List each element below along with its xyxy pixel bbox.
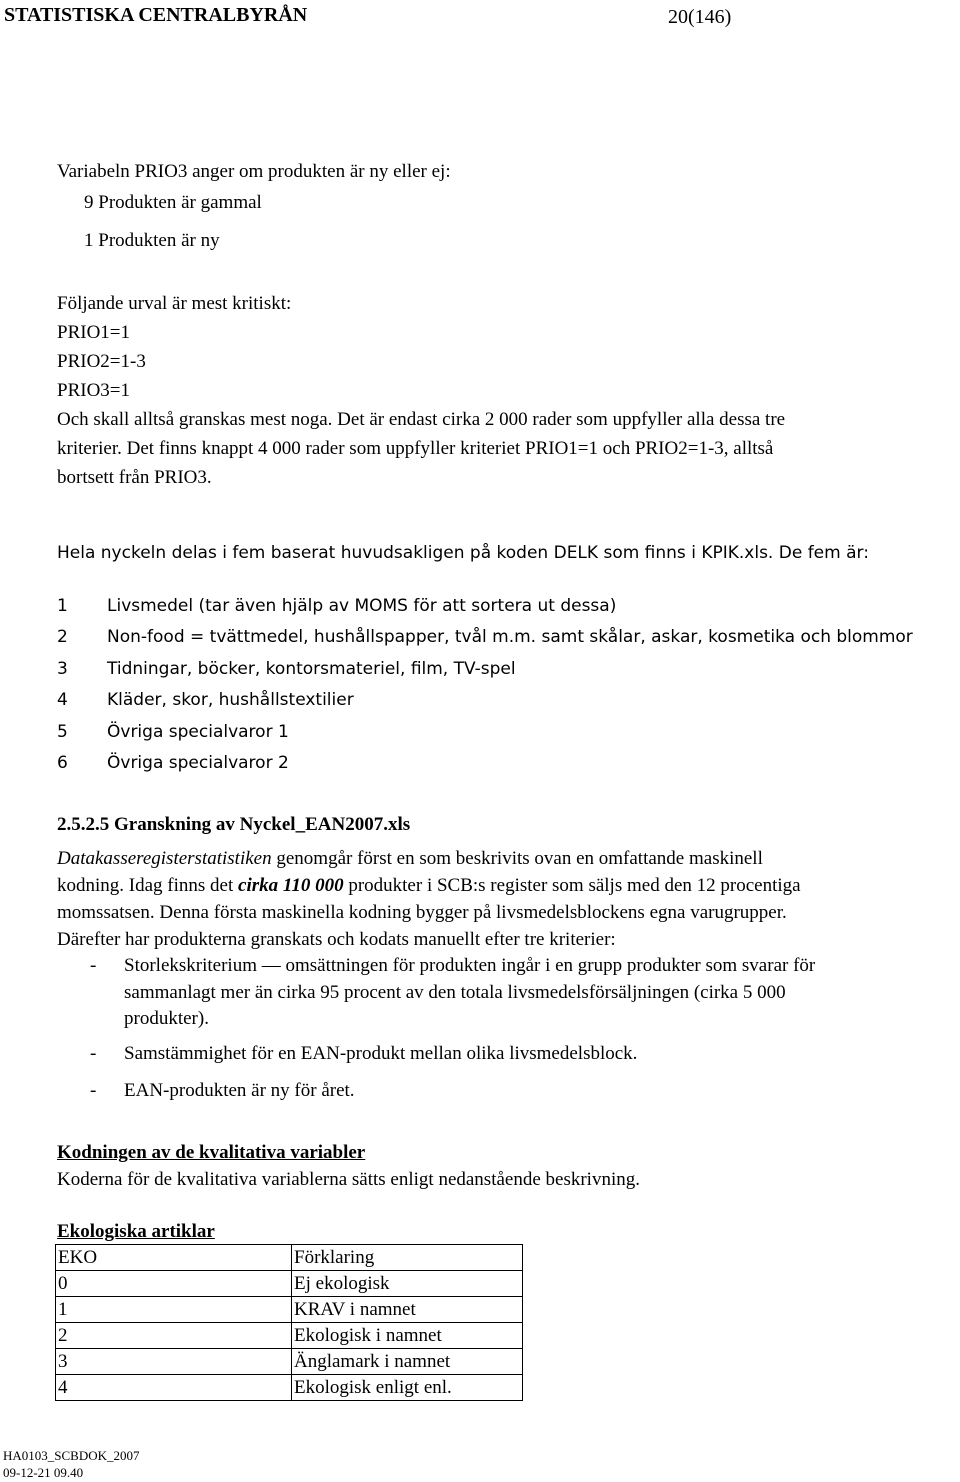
key-text: Kläder, skor, hushållstextilier [107, 690, 354, 710]
footer-doc-id: HA0103_SCBDOK_2007 [3, 1448, 140, 1463]
table-cell: 0 [56, 1271, 292, 1297]
eko-table [55, 1244, 523, 1401]
table-row [56, 1375, 523, 1401]
section-paragraph-line [57, 848, 763, 870]
selection-line: PRIO1=1 [57, 322, 131, 343]
selection-title: Följande urval är mest kritiskt: [57, 293, 292, 314]
bullet-dash: - [90, 1043, 97, 1064]
section-paragraph-line: momssatsen. Denna första maskinella kodning bygger på livsmedelsblockens egna varugrupper. [57, 902, 787, 923]
key-text: Övriga specialvaror 2 [107, 753, 289, 773]
table-cell: 4 [56, 1375, 292, 1401]
key-number: 6 [57, 753, 68, 773]
prio3-item: 9 Produkten är gammal [84, 192, 262, 213]
bullet-dash: - [90, 955, 97, 976]
key-text: Tidningar, böcker, kontorsmateriel, film, TV-spel [107, 659, 516, 679]
table-cell: Ekologisk i namnet [292, 1323, 523, 1349]
key-number: 1 [57, 596, 68, 616]
bullet-dash: - [90, 1080, 97, 1101]
section-heading: 2.5.2.5 Granskning av Nyckel_EAN2007.xls [57, 814, 411, 835]
bullet-text: sammanlagt mer än cirka 95 procent av den totala livsmedelsförsäljningen (cirka 5 000 [124, 982, 786, 1003]
column-header: Förklaring [292, 1245, 523, 1271]
bullet-text: produkter). [124, 1008, 209, 1029]
table-row [56, 1297, 523, 1323]
table-row [56, 1323, 523, 1349]
table-cell: 2 [56, 1323, 292, 1349]
key-text: Non-food = tvättmedel, hushållspapper, tvål m.m. samt skålar, askar, kosmetika och blommor [107, 627, 913, 647]
eko-heading: Ekologiska artiklar [57, 1221, 215, 1242]
prio3-intro: Variabeln PRIO3 anger om produkten är ny eller ej: [57, 161, 451, 182]
table-row [56, 1271, 523, 1297]
section-paragraph-line: Därefter har produkterna granskats och kodats manuellt efter tre kriterier: [57, 929, 616, 950]
selection-paragraph-line: bortsett från PRIO3. [57, 467, 212, 488]
selection-paragraph-line: kriterier. Det finns knappt 4 000 rader som uppfyller kriteriet PRIO1=1 och PRIO2=1-3, alltså [57, 438, 774, 459]
table-cell: 1 [56, 1297, 292, 1323]
footer-date: 09-12-21 09.40 [3, 1465, 84, 1480]
table-cell: KRAV i namnet [292, 1297, 523, 1323]
table-cell: 3 [56, 1349, 292, 1375]
bullet-text: EAN-produkten är ny för året. [124, 1080, 355, 1101]
selection-paragraph-line: Och skall alltså granskas mest noga. Det är endast cirka 2 000 rader som uppfyller alla dessa tre [57, 409, 786, 430]
key-number: 4 [57, 690, 68, 710]
prio3-item: 1 Produkten är ny [84, 230, 220, 251]
italic-term: Datakasseregisterstatistiken [57, 848, 272, 869]
key-intro: Hela nyckeln delas i fem baserat huvudsakligen på koden DELK som finns i KPIK.xls. De fem är: [57, 543, 869, 563]
table-cell: Ej ekologisk [292, 1271, 523, 1297]
table-header-row [56, 1245, 523, 1271]
text-run: produkter i SCB:s register som säljs med den 12 procentiga [343, 875, 801, 896]
table-cell: Änglamark i namnet [292, 1349, 523, 1375]
key-number: 3 [57, 659, 68, 679]
section-paragraph-line [57, 875, 801, 897]
table-cell: Ekologisk enligt enl. [292, 1375, 523, 1401]
table-row [56, 1349, 523, 1375]
key-number: 5 [57, 722, 68, 742]
coding-text: Koderna för de kvalitativa variablerna sätts enligt nedanstående beskrivning. [57, 1169, 640, 1190]
bold-italic-term: cirka 110 000 [238, 875, 344, 896]
key-text: Livsmedel (tar även hjälp av MOMS för att sortera ut dessa) [107, 596, 617, 616]
bullet-text: Samstämmighet för en EAN-produkt mellan olika livsmedelsblock. [124, 1043, 638, 1064]
column-header: EKO [56, 1245, 292, 1271]
coding-heading: Kodningen av de kvalitativa variabler [57, 1142, 366, 1163]
key-number: 2 [57, 627, 68, 647]
key-text: Övriga specialvaror 1 [107, 722, 289, 742]
selection-line: PRIO3=1 [57, 380, 131, 401]
text-run: genomgår först en som beskrivits ovan en omfattande maskinell [271, 848, 763, 869]
selection-line: PRIO2=1-3 [57, 351, 146, 372]
agency-name: STATISTISKA CENTRALBYRÅN [4, 4, 308, 26]
text-run: kodning. Idag finns det [57, 875, 239, 896]
bullet-text: Storlekskriterium — omsättningen för produkten ingår i en grupp produkter som svarar för [124, 955, 816, 976]
page-number: 20(146) [668, 6, 732, 28]
